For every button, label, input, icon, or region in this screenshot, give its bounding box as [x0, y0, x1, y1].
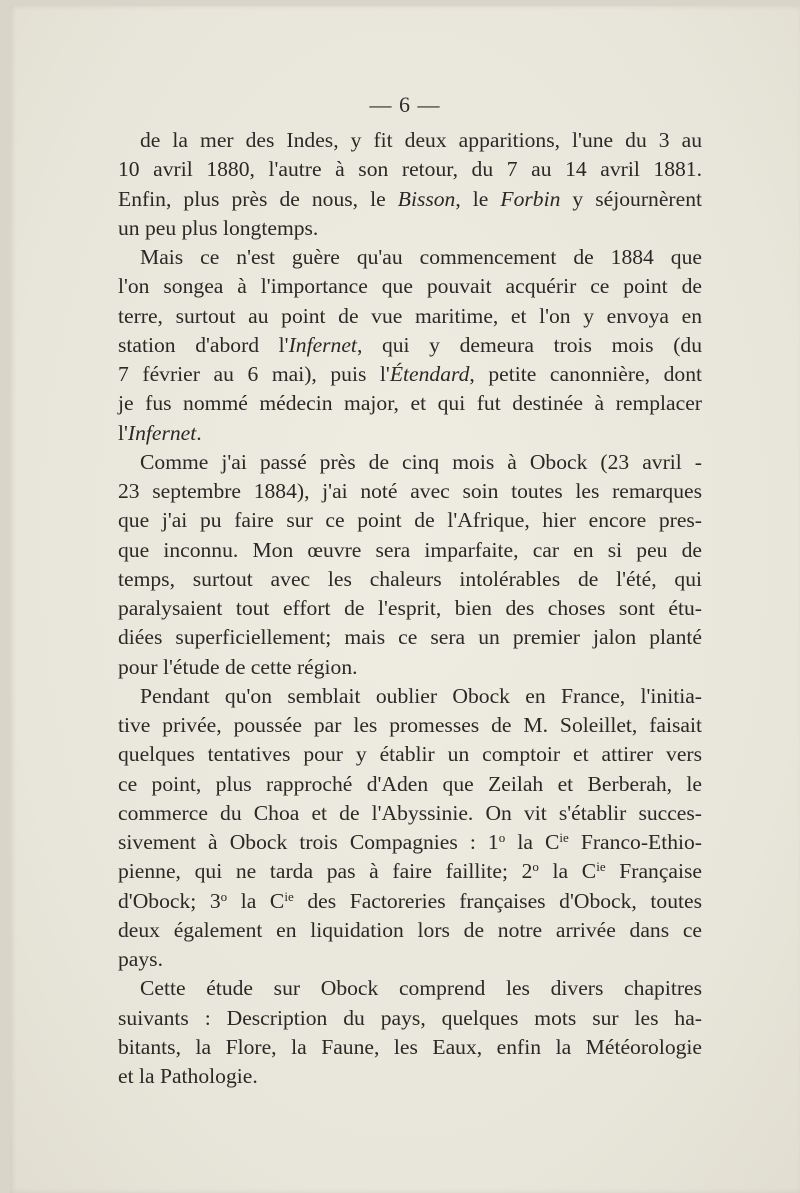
text-line: Enfin, plus près de nous, le Bisson, le Forbin y séjournèrent	[118, 186, 702, 211]
superscript: o	[532, 859, 539, 875]
italic-ship-name: Bisson	[397, 186, 456, 211]
text-line: l'on songea à l'importance que pouvait acquérir ce point de	[118, 274, 702, 299]
text-line: je fus nommé médecin major, et qui fut destinée à remplacer	[118, 391, 702, 416]
text-line: que j'ai pu faire sur ce point de l'Afrique, hier encore pres-	[118, 508, 702, 533]
paragraph	[118, 448, 702, 682]
paragraph	[118, 974, 702, 1091]
text-line: 23 septembre 1884), j'ai noté avec soin toutes les remarques	[118, 479, 702, 503]
text-line: station d'abord l'Infernet, qui y demeura trois mois (du	[118, 332, 702, 357]
text-line: que inconnu. Mon œuvre sera imparfaite, car en si peu de	[118, 537, 702, 562]
superscript: ie	[559, 830, 569, 845]
italic-ship-name: Infernet	[127, 420, 197, 445]
text-line: pour l'étude de cette région.	[118, 654, 358, 679]
page-number: — 6 —	[369, 92, 441, 117]
text-line: l'Infernet.	[118, 420, 202, 445]
text-line: 10 avril 1880, l'autre à son retour, du 7 au 14 avril 1881.	[118, 157, 702, 182]
text-line: terre, surtout au point de vue maritime, et l'on y envoya en	[118, 303, 702, 328]
text-line: un peu plus longtemps.	[118, 215, 319, 240]
text-line: Pendant qu'on semblait oublier Obock en France, l'initia-	[140, 683, 702, 708]
text-line: pays.	[118, 947, 163, 971]
text-line: Mais ce n'est guère qu'au commencement de 1884 que	[140, 245, 702, 269]
text-line: temps, surtout avec les chaleurs intolérables de l'été, qui	[118, 566, 702, 591]
text-line: diées superficiellement; mais ce sera un premier jalon planté	[118, 625, 702, 650]
text-line: pienne, qui ne tarda pas à faire faillite; 2$^o$ la $C^{ie}$ Française	[118, 859, 702, 884]
text-line: deux également en liquidation lors de notre arrivée dans ce	[118, 917, 702, 942]
text-line: paralysaient tout effort de l'esprit, bien des choses sont étu-	[118, 596, 702, 620]
text-line: de la mer des Indes, y fit deux apparitions, l'une du 3 au	[140, 128, 702, 152]
text-line: commerce du Choa et de l'Abyssinie. On vit s'établir succes-	[118, 800, 702, 825]
italic-ship-name: Étendard	[389, 362, 470, 386]
italic-ship-name: Forbin	[500, 186, 561, 211]
superscript: ie	[284, 888, 294, 904]
text-line: Comme j'ai passé près de cinq mois à Obock (23 avril -	[140, 449, 702, 474]
text-line: bitants, la Flore, la Faune, les Eaux, enfin la Météorologie	[118, 1034, 702, 1059]
text-line: et la Pathologie.	[118, 1064, 258, 1088]
text-line: sivement à Obock trois Compagnies : 1$^o$ la $C^{ie}$ Franco-Ethio-	[118, 830, 702, 854]
italic-ship-name: Infernet	[288, 332, 357, 357]
superscript: ie	[596, 859, 606, 875]
text-line: tive privée, poussée par les promesses de M. Soleillet, faisait	[118, 713, 702, 737]
text-line: Cette étude sur Obock comprend les divers chapitres	[140, 976, 702, 1001]
body-text	[118, 126, 702, 1091]
text-line: d'Obock; 3$^o$ la $C^{ie}$ des Factoreries françaises d'Obock, toutes	[118, 888, 702, 913]
paragraph	[118, 243, 702, 448]
text-line: ce point, plus rapproché d'Aden que Zeilah et Berberah, le	[118, 771, 702, 796]
paragraph	[118, 126, 702, 243]
text-line: 7 février au 6 mai), puis l'Étendard, petite canonnière, dont	[118, 362, 702, 386]
document-page	[10, 6, 800, 1193]
paragraph	[118, 682, 702, 975]
text-line: quelques tentatives pour y établir un comptoir et attirer vers	[118, 742, 702, 767]
superscript: o	[220, 888, 228, 904]
text-line: suivants : Description du pays, quelques mots sur les ha-	[118, 1005, 702, 1030]
superscript: o	[498, 830, 506, 845]
